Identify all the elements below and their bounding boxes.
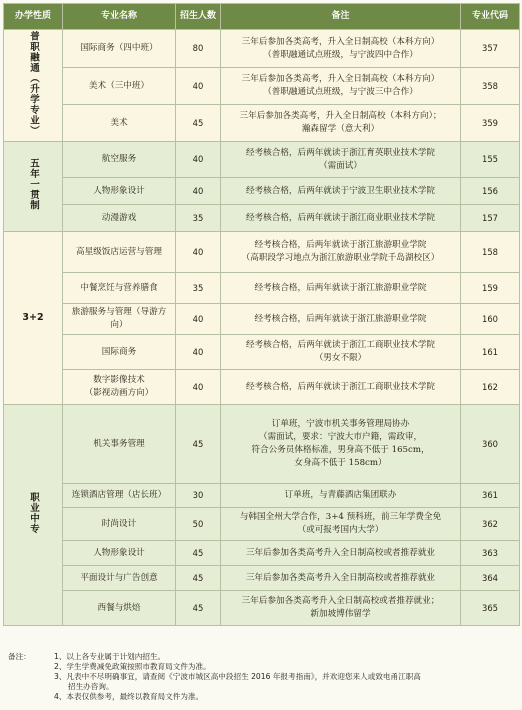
- remark-cell-line: 订单班，宁波市机关事务管理局协办: [271, 419, 410, 429]
- major-name-cell-line: 国际商务（四中班）: [80, 43, 158, 53]
- major-code-cell: 361: [461, 484, 520, 508]
- major-name-cell: [63, 205, 176, 232]
- enrollment-count-cell: 40: [176, 142, 221, 178]
- table-row: [4, 370, 520, 405]
- remark-cell-line: 经考核合格，后两年就读于浙江旅游职业学院: [254, 240, 427, 250]
- header-school-type: 办学性质: [4, 4, 63, 30]
- major-name-cell-line: 动漫游戏: [101, 212, 137, 223]
- remark-cell: [221, 304, 461, 335]
- table-row: [4, 30, 520, 68]
- major-name-cell-line: 美术: [110, 117, 128, 128]
- remark-cell-line: （普职融通试点班级，与宁波三中合作）: [263, 87, 418, 97]
- major-name-cell: [63, 105, 176, 142]
- footnote-item: 招生办咨询。: [68, 682, 114, 691]
- header-major-code: 专业代码: [461, 4, 520, 30]
- remark-cell-line: （或可报考国内大学）: [297, 525, 384, 535]
- major-name-cell-line: 机关事务管理: [93, 438, 145, 449]
- remark-cell-line: 与韩国全州大学合作，3+4 预科班，前三年学费全免: [239, 512, 442, 522]
- remark-cell-line: 经考核合格，后两年就读于浙江育英职业技术学院: [245, 147, 436, 158]
- major-name-cell: [63, 566, 176, 591]
- remark-cell-line: 女身高不低于 158cm）: [294, 458, 387, 468]
- remark-cell: [221, 370, 461, 405]
- major-name-cell: [63, 232, 176, 273]
- major-name-cell: [63, 508, 176, 541]
- major-code-cell: 161: [461, 335, 520, 370]
- major-name-cell: [63, 142, 176, 178]
- major-name-cell: [63, 335, 176, 370]
- remark-cell-line: 三年后参加各类高考升入全日制高校或者推荐就业；: [241, 596, 440, 606]
- major-name-cell: [63, 541, 176, 566]
- enrollment-count-cell: 80: [176, 30, 221, 68]
- enrollment-count-cell: 45: [176, 541, 221, 566]
- major-code-cell: 162: [461, 370, 520, 405]
- major-code-cell: 362: [461, 508, 520, 541]
- major-code-cell: 160: [461, 304, 520, 335]
- remark-cell-line: 经考核合格，后两年就读于浙江旅游职业学院: [254, 313, 427, 324]
- table-row: [4, 232, 520, 273]
- major-code-cell: 357: [461, 30, 520, 68]
- remark-cell: [221, 273, 461, 304]
- remark-cell: [221, 508, 461, 541]
- major-code-cell: 359: [461, 105, 520, 142]
- school-type-cell: [4, 405, 63, 626]
- header-remarks: 备注: [221, 4, 461, 30]
- major-name-cell-line: （影视动画方向）: [84, 388, 154, 398]
- admissions-table-wrapper: [3, 3, 519, 626]
- remark-cell-line: （男女不限）: [314, 353, 367, 363]
- remark-cell: [221, 335, 461, 370]
- major-name-cell-line: 人物形象设计: [93, 185, 145, 196]
- remark-cell-line: （需面试，要求：宁波大市户籍，需政审，: [258, 432, 423, 442]
- enrollment-count-cell: 40: [176, 370, 221, 405]
- remark-cell: [221, 405, 461, 484]
- major-code-cell: 365: [461, 591, 520, 626]
- footnotes-label: 备注：: [8, 652, 31, 661]
- remark-cell: [221, 142, 461, 178]
- footnotes: [8, 652, 516, 702]
- school-type-cell: [4, 30, 63, 142]
- major-name-cell-line: 中餐烹饪与营养膳食: [80, 282, 158, 293]
- footnote-item: 3、凡表中不尽明确事宜，请查阅《宁波市城区高中段招生 2016 年报考指南》，并欢迎您来人或致电甬江职高: [54, 672, 421, 681]
- remark-cell-line: 经考核合格，后两年就读于浙江工商职业技术学院: [245, 340, 436, 350]
- major-code-cell: 159: [461, 273, 520, 304]
- major-name-cell: [63, 370, 176, 405]
- remark-cell-line: 经考核合格，后两年就读于浙江旅游职业学院: [254, 282, 427, 293]
- table-row: [4, 205, 520, 232]
- remark-cell-line: 三年后参加各类高考升入全日制高校或者推荐就业: [245, 572, 436, 583]
- header-enrollment: 招生人数: [176, 4, 221, 30]
- enrollment-count-cell: 40: [176, 68, 221, 105]
- table-row: [4, 484, 520, 508]
- table-body: [4, 30, 520, 626]
- enrollment-count-cell: 40: [176, 232, 221, 273]
- table-row: [4, 541, 520, 566]
- enrollment-count-cell: 35: [176, 273, 221, 304]
- major-name-cell-line: 高星级饭店运营与管理: [76, 246, 162, 257]
- enrollment-count-cell: 45: [176, 591, 221, 626]
- enrollment-count-cell: 40: [176, 335, 221, 370]
- major-code-cell: 155: [461, 142, 520, 178]
- remark-cell: [221, 105, 461, 142]
- enrollment-count-cell: 45: [176, 405, 221, 484]
- remark-cell: [221, 232, 461, 273]
- major-name-cell-line: 航空服务: [101, 154, 137, 164]
- school-type-label: 五年一贯制: [28, 158, 39, 211]
- major-name-cell-line: 人物形象设计: [93, 547, 145, 558]
- table-row: [4, 304, 520, 335]
- major-name-cell-line: 连锁酒店管理（店长班）: [71, 490, 167, 500]
- table-row: [4, 566, 520, 591]
- remark-cell-line: （普职融通试点班级，与宁波四中合作）: [263, 49, 418, 60]
- footnote-item: 1、以上各专业属于计划内招生。: [54, 652, 166, 661]
- major-name-cell: [63, 304, 176, 335]
- remark-cell-line: 经考核合格，后两年就读于宁波卫生职业技术学院: [245, 185, 436, 196]
- remark-cell-line: 经考核合格，后两年就读于浙江商业职业技术学院: [245, 212, 436, 223]
- header-major-name: 专业名称: [63, 4, 176, 30]
- table-row: [4, 273, 520, 304]
- remark-cell-line: 新加坡博伟留学: [310, 609, 371, 619]
- enrollment-count-cell: 45: [176, 566, 221, 591]
- major-name-cell-line: 数字影像技术: [93, 375, 145, 385]
- footnotes-list: [8, 652, 516, 702]
- table-row: [4, 178, 520, 205]
- remark-cell-line: 三年后参加各类高考，升入全日制高校（本科方向）: [241, 36, 440, 47]
- remark-cell-line: （需面试）: [319, 160, 362, 171]
- major-name-cell-line: 西餐与烘焙: [97, 602, 141, 613]
- school-type-cell: [4, 142, 63, 232]
- admissions-table: [3, 3, 520, 626]
- major-name-cell-line: 时尚设计: [101, 518, 137, 529]
- remark-cell: [221, 541, 461, 566]
- major-name-cell: [63, 30, 176, 68]
- major-name-cell-line: 旅游服务与管理（导游方向）: [71, 307, 167, 330]
- footnote-item: 2、学生学费减免政策按照市教育局文件为准。: [54, 662, 211, 671]
- enrollment-count-cell: 35: [176, 205, 221, 232]
- enrollment-count-cell: 40: [176, 178, 221, 205]
- major-name-cell: [63, 273, 176, 304]
- major-name-cell-line: 国际商务: [101, 346, 137, 357]
- remark-cell: [221, 68, 461, 105]
- school-type-label: 普职融通（升学专业）: [28, 31, 39, 136]
- major-name-cell: [63, 405, 176, 484]
- school-type-cell: [4, 232, 63, 405]
- enrollment-count-cell: 40: [176, 304, 221, 335]
- major-name-cell: [63, 68, 176, 105]
- footnote-item: 4、本表仅供参考，最终以教育局文件为准。: [54, 692, 204, 701]
- remark-cell-line: 经考核合格，后两年就读于浙江工商职业技术学院: [245, 381, 436, 392]
- major-code-cell: 360: [461, 405, 520, 484]
- school-type-label: 职业中专: [28, 492, 39, 534]
- major-code-cell: 358: [461, 68, 520, 105]
- table-row: [4, 68, 520, 105]
- remark-cell-line: 三年后参加各类高考，升入全日制高校（本科方向）；: [239, 111, 442, 121]
- major-code-cell: 363: [461, 541, 520, 566]
- major-name-cell-line: 美术（三中班）: [88, 80, 150, 91]
- remark-cell-line: 符合公务员体格标准，男身高不低于 165cm，: [251, 445, 430, 455]
- major-code-cell: 157: [461, 205, 520, 232]
- remark-cell-line: 瀚森留学（意大利）: [301, 124, 380, 134]
- remark-cell: [221, 178, 461, 205]
- table-row: [4, 508, 520, 541]
- major-code-cell: 156: [461, 178, 520, 205]
- table-header-row: [4, 4, 520, 30]
- enrollment-count-cell: 45: [176, 105, 221, 142]
- major-code-cell: 158: [461, 232, 520, 273]
- remark-cell: [221, 591, 461, 626]
- remark-cell-line: 三年后参加各类高考升入全日制高校或者推荐就业: [245, 547, 436, 558]
- remark-cell: [221, 30, 461, 68]
- major-code-cell: 364: [461, 566, 520, 591]
- table-row: [4, 405, 520, 484]
- major-name-cell-line: 平面设计与广告创意: [80, 572, 158, 583]
- remark-cell: [221, 566, 461, 591]
- table-row: [4, 591, 520, 626]
- school-type-label: 3+2: [22, 312, 44, 323]
- major-name-cell: [63, 591, 176, 626]
- remark-cell-line: （高职段学习地点为浙江旅游职业学院千岛湖校区）: [241, 253, 440, 263]
- enrollment-count-cell: 50: [176, 508, 221, 541]
- table-row: [4, 335, 520, 370]
- major-name-cell: [63, 484, 176, 508]
- remark-cell: [221, 205, 461, 232]
- remark-cell-line: 订单班，与青藤酒店集团联办: [284, 490, 397, 500]
- table-row: [4, 142, 520, 178]
- remark-cell-line: 三年后参加各类高考，升入全日制高校（本科方向）: [241, 74, 440, 84]
- table-row: [4, 105, 520, 142]
- major-name-cell: [63, 178, 176, 205]
- remark-cell: [221, 484, 461, 508]
- enrollment-count-cell: 30: [176, 484, 221, 508]
